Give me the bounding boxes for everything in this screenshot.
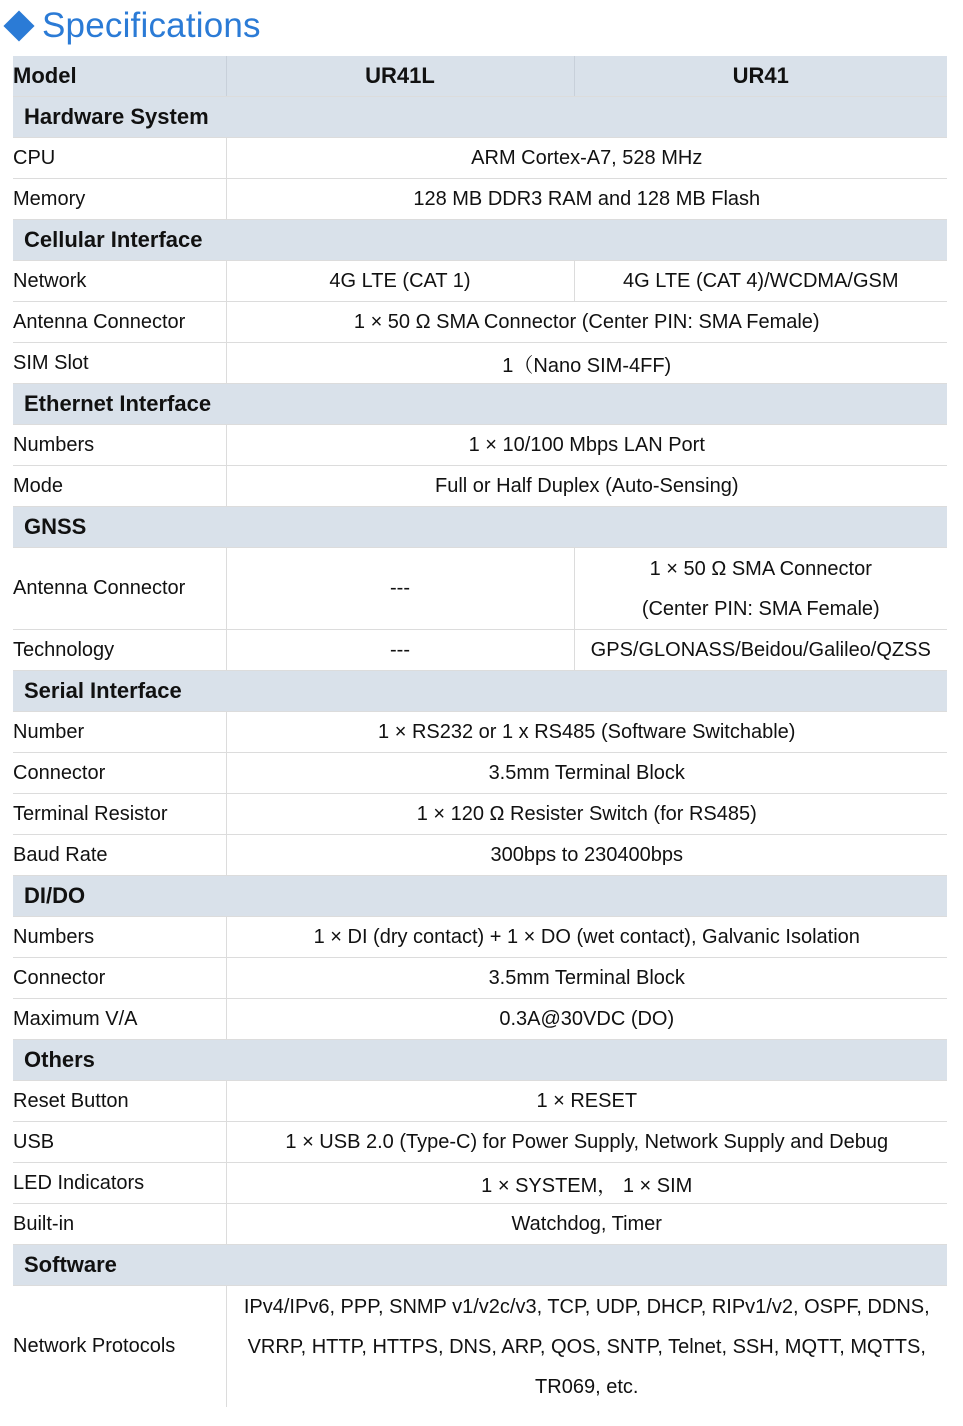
- section-gnss: [13, 507, 947, 548]
- row-label: Antenna Connector: [13, 302, 226, 343]
- section-title: GNSS: [13, 507, 947, 548]
- row-value: 3.5mm Terminal Block: [226, 753, 947, 794]
- row-value: Watchdog, Timer: [226, 1204, 947, 1245]
- value-line: TR069, etc.: [535, 1375, 639, 1398]
- row-value-ur41: [574, 548, 947, 630]
- table-row: [13, 1163, 947, 1204]
- section-title: Others: [13, 1040, 947, 1081]
- section-others: [13, 1040, 947, 1081]
- row-value: 1 × RESET: [226, 1081, 947, 1122]
- table-row: [13, 466, 947, 507]
- table-row: [13, 753, 947, 794]
- table-header-row: [13, 56, 947, 97]
- row-label: Memory: [13, 179, 226, 220]
- row-value: 1 × RS232 or 1 x RS485 (Software Switchable): [226, 712, 947, 753]
- row-value-ur41: 4G LTE (CAT 4)/WCDMA/GSM: [574, 261, 947, 302]
- row-label: Baud Rate: [13, 835, 226, 876]
- diamond-icon: [3, 10, 34, 41]
- value-line: VRRP, HTTP, HTTPS, DNS, ARP, QOS, SNTP, Telnet, SSH, MQTT, MQTTS,: [247, 1335, 926, 1358]
- row-label: CPU: [13, 138, 226, 179]
- value-line: (Center PIN: SMA Female): [641, 597, 880, 620]
- page-title: [2, 0, 261, 52]
- table-row: [13, 1286, 947, 1408]
- row-value: Full or Half Duplex (Auto-Sensing): [226, 466, 947, 507]
- page-title-text: Specifications: [42, 6, 261, 45]
- section-software: [13, 1245, 947, 1286]
- table-row: [13, 1204, 947, 1245]
- table-row: [13, 958, 947, 999]
- section-serial: [13, 671, 947, 712]
- row-label: Built-in: [13, 1204, 226, 1245]
- table-row: [13, 343, 947, 384]
- section-title: Serial Interface: [13, 671, 947, 712]
- row-label: Technology: [13, 630, 226, 671]
- row-label: Mode: [13, 466, 226, 507]
- row-value-ur41l: 4G LTE (CAT 1): [226, 261, 574, 302]
- table-row: [13, 261, 947, 302]
- section-dido: [13, 876, 947, 917]
- row-value: 128 MB DDR3 RAM and 128 MB Flash: [226, 179, 947, 220]
- table-row: [13, 179, 947, 220]
- row-label: Connector: [13, 753, 226, 794]
- row-value: 1 × SYSTEM， 1 × SIM: [226, 1163, 947, 1204]
- table-row: [13, 138, 947, 179]
- table-row: [13, 1081, 947, 1122]
- table-row: [13, 302, 947, 343]
- section-title: Hardware System: [13, 97, 947, 138]
- row-value: 1（Nano SIM-4FF): [226, 343, 947, 384]
- value-line: IPv4/IPv6, PPP, SNMP v1/v2c/v3, TCP, UDP, DHCP, RIPv1/v2, OSPF, DDNS,: [243, 1295, 930, 1318]
- row-value: 1 × 10/100 Mbps LAN Port: [226, 425, 947, 466]
- row-value-ur41: GPS/GLONASS/Beidou/Galileo/QZSS: [574, 630, 947, 671]
- section-hardware: [13, 97, 947, 138]
- section-title: Cellular Interface: [13, 220, 947, 261]
- table-row: [13, 835, 947, 876]
- section-title: DI/DO: [13, 876, 947, 917]
- table-row: [13, 425, 947, 466]
- row-label: Reset Button: [13, 1081, 226, 1122]
- header-model: Model: [13, 56, 226, 97]
- row-label: Antenna Connector: [13, 548, 226, 630]
- row-label: Numbers: [13, 425, 226, 466]
- row-value: 300bps to 230400bps: [226, 835, 947, 876]
- row-label: LED Indicators: [13, 1163, 226, 1204]
- header-ur41: UR41: [574, 56, 947, 97]
- row-label: Network: [13, 261, 226, 302]
- table-row: [13, 630, 947, 671]
- row-value: [226, 1286, 947, 1408]
- section-title: Ethernet Interface: [13, 384, 947, 425]
- specifications-table: [13, 56, 947, 1407]
- row-value: 0.3A@30VDC (DO): [226, 999, 947, 1040]
- section-title: Software: [13, 1245, 947, 1286]
- row-value-ur41l: ---: [226, 630, 574, 671]
- row-value: 1 × DI (dry contact) + 1 × DO (wet contact), Galvanic Isolation: [226, 917, 947, 958]
- row-label: Connector: [13, 958, 226, 999]
- value-line: 1 × 50 Ω SMA Connector: [649, 557, 872, 580]
- row-value: ARM Cortex-A7, 528 MHz: [226, 138, 947, 179]
- section-cellular: [13, 220, 947, 261]
- table-row: [13, 712, 947, 753]
- header-ur41l: UR41L: [226, 56, 574, 97]
- row-label: Maximum V/A: [13, 999, 226, 1040]
- table-row: [13, 794, 947, 835]
- table-row: [13, 1122, 947, 1163]
- table-row: [13, 999, 947, 1040]
- row-label: SIM Slot: [13, 343, 226, 384]
- section-ethernet: [13, 384, 947, 425]
- row-label: Terminal Resistor: [13, 794, 226, 835]
- row-label: Network Protocols: [13, 1335, 176, 1357]
- row-value: 1 × 50 Ω SMA Connector (Center PIN: SMA Female): [226, 302, 947, 343]
- row-value: 3.5mm Terminal Block: [226, 958, 947, 999]
- row-value: 1 × USB 2.0 (Type-C) for Power Supply, Network Supply and Debug: [226, 1122, 947, 1163]
- row-label: Number: [13, 712, 226, 753]
- row-label: USB: [13, 1122, 226, 1163]
- row-value-ur41l: ---: [226, 548, 574, 630]
- table-row: [13, 548, 947, 630]
- row-label: Numbers: [13, 917, 226, 958]
- table-row: [13, 917, 947, 958]
- row-value: 1 × 120 Ω Resister Switch (for RS485): [226, 794, 947, 835]
